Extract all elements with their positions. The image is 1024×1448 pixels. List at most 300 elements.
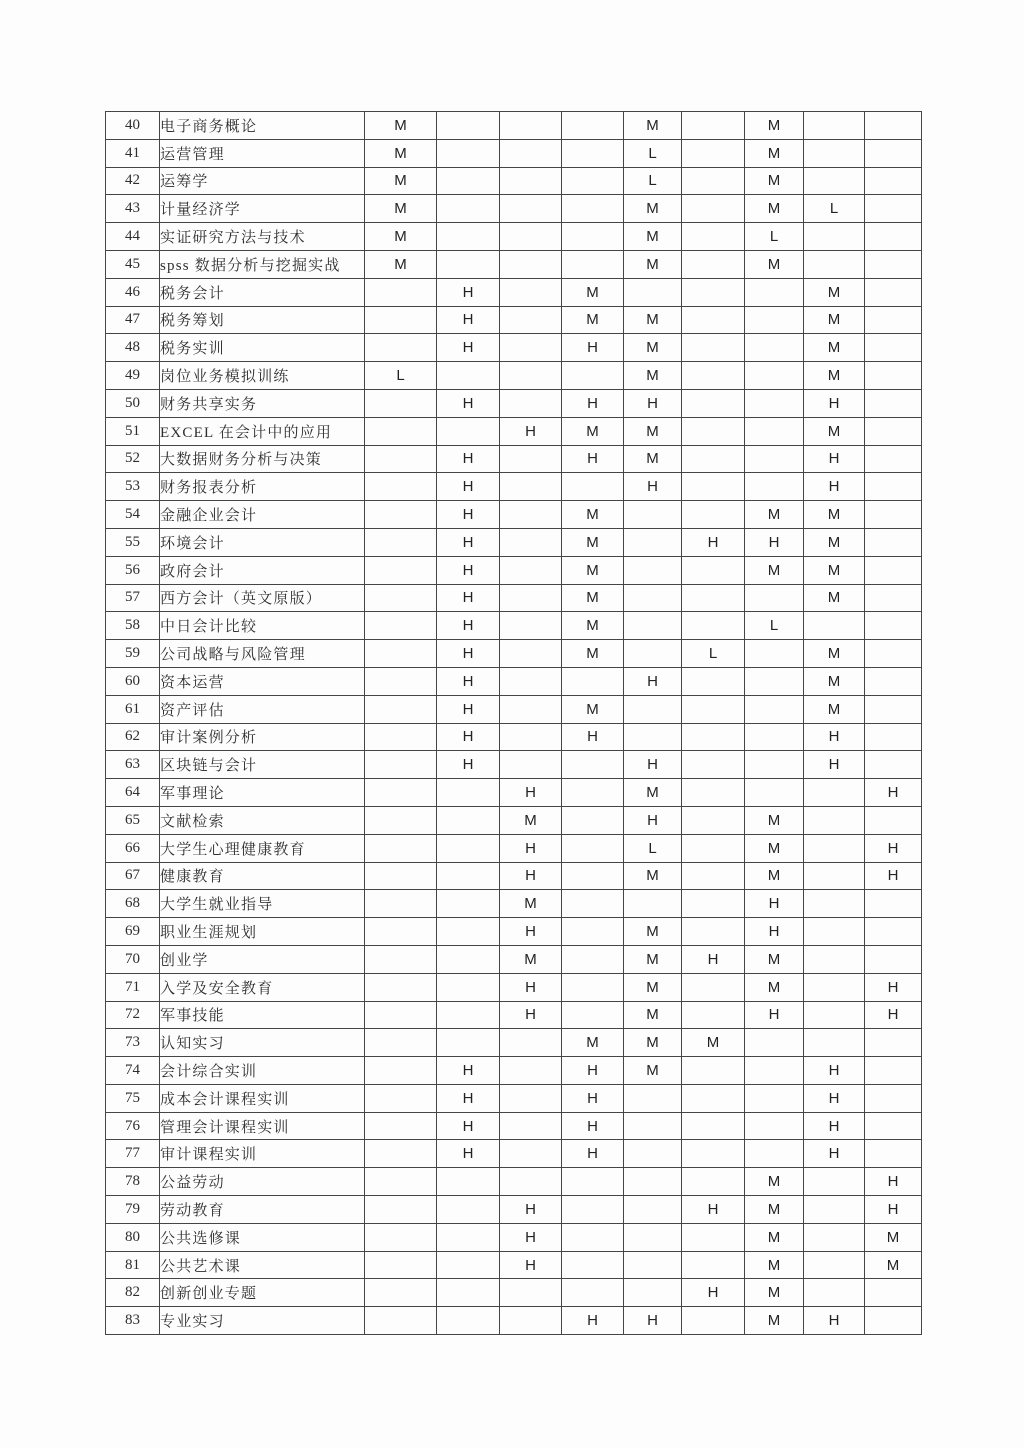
matrix-cell-c2 bbox=[437, 139, 500, 167]
matrix-cell-c2 bbox=[437, 195, 500, 223]
matrix-cell-c8 bbox=[804, 112, 865, 140]
row-number: 48 bbox=[106, 334, 160, 362]
matrix-cell-c8 bbox=[804, 890, 865, 918]
matrix-cell-c4 bbox=[562, 223, 624, 251]
matrix-cell-c3: H bbox=[500, 1251, 562, 1279]
course-name: 电子商务概论 bbox=[160, 112, 365, 140]
matrix-cell-c9 bbox=[865, 945, 922, 973]
table-row bbox=[106, 1057, 922, 1085]
matrix-cell-c9: H bbox=[865, 862, 922, 890]
matrix-cell-c2: H bbox=[437, 278, 500, 306]
matrix-cell-c9 bbox=[865, 1084, 922, 1112]
matrix-cell-c3: H bbox=[500, 1196, 562, 1224]
matrix-cell-c4 bbox=[562, 1168, 624, 1196]
row-number: 52 bbox=[106, 445, 160, 473]
matrix-cell-c5: H bbox=[624, 473, 682, 501]
matrix-cell-c7: H bbox=[745, 918, 804, 946]
matrix-cell-c5 bbox=[624, 890, 682, 918]
course-name: 职业生涯规划 bbox=[160, 918, 365, 946]
matrix-cell-c5 bbox=[624, 1196, 682, 1224]
matrix-cell-c2: H bbox=[437, 445, 500, 473]
matrix-cell-c4: M bbox=[562, 612, 624, 640]
matrix-cell-c2: H bbox=[437, 306, 500, 334]
matrix-cell-c8: H bbox=[804, 1307, 865, 1335]
table-row bbox=[106, 1279, 922, 1307]
matrix-cell-c5: M bbox=[624, 973, 682, 1001]
matrix-cell-c2 bbox=[437, 834, 500, 862]
matrix-cell-c6 bbox=[682, 751, 745, 779]
table-row bbox=[106, 417, 922, 445]
matrix-cell-c9: H bbox=[865, 1168, 922, 1196]
matrix-cell-c3: H bbox=[500, 973, 562, 1001]
matrix-cell-c4: H bbox=[562, 723, 624, 751]
matrix-cell-c3 bbox=[500, 362, 562, 390]
matrix-cell-c2 bbox=[437, 112, 500, 140]
matrix-cell-c7: M bbox=[745, 250, 804, 278]
matrix-cell-c1: M bbox=[365, 223, 437, 251]
table-row bbox=[106, 890, 922, 918]
matrix-cell-c1: M bbox=[365, 195, 437, 223]
table-row bbox=[106, 223, 922, 251]
matrix-cell-c4 bbox=[562, 918, 624, 946]
matrix-cell-c9: H bbox=[865, 1196, 922, 1224]
matrix-cell-c7: L bbox=[745, 223, 804, 251]
matrix-cell-c6 bbox=[682, 473, 745, 501]
matrix-cell-c4: M bbox=[562, 306, 624, 334]
matrix-cell-c6 bbox=[682, 584, 745, 612]
matrix-cell-c8: H bbox=[804, 389, 865, 417]
matrix-cell-c1 bbox=[365, 1112, 437, 1140]
matrix-cell-c3 bbox=[500, 278, 562, 306]
matrix-cell-c4 bbox=[562, 139, 624, 167]
matrix-cell-c1 bbox=[365, 1084, 437, 1112]
course-name: 文献检索 bbox=[160, 806, 365, 834]
matrix-cell-c6 bbox=[682, 973, 745, 1001]
matrix-cell-c6 bbox=[682, 695, 745, 723]
matrix-cell-c8: H bbox=[804, 751, 865, 779]
matrix-cell-c9 bbox=[865, 751, 922, 779]
matrix-cell-c9 bbox=[865, 640, 922, 668]
matrix-cell-c9 bbox=[865, 890, 922, 918]
matrix-cell-c7: M bbox=[745, 1223, 804, 1251]
course-name: 运筹学 bbox=[160, 167, 365, 195]
matrix-cell-c6: H bbox=[682, 1196, 745, 1224]
table-row bbox=[106, 834, 922, 862]
course-name: 岗位业务模拟训练 bbox=[160, 362, 365, 390]
matrix-cell-c9 bbox=[865, 918, 922, 946]
table-row bbox=[106, 1251, 922, 1279]
matrix-cell-c5 bbox=[624, 528, 682, 556]
table-row bbox=[106, 1168, 922, 1196]
matrix-cell-c1 bbox=[365, 640, 437, 668]
matrix-cell-c6 bbox=[682, 417, 745, 445]
matrix-cell-c7: M bbox=[745, 1196, 804, 1224]
course-name: 劳动教育 bbox=[160, 1196, 365, 1224]
course-name: 会计综合实训 bbox=[160, 1057, 365, 1085]
matrix-cell-c4: H bbox=[562, 389, 624, 417]
matrix-cell-c7: M bbox=[745, 1279, 804, 1307]
matrix-cell-c7 bbox=[745, 584, 804, 612]
matrix-cell-c6 bbox=[682, 1057, 745, 1085]
matrix-cell-c4 bbox=[562, 1223, 624, 1251]
matrix-cell-c9 bbox=[865, 501, 922, 529]
matrix-cell-c1: L bbox=[365, 362, 437, 390]
table-row bbox=[106, 139, 922, 167]
matrix-cell-c4: M bbox=[562, 695, 624, 723]
matrix-cell-c3 bbox=[500, 1057, 562, 1085]
matrix-cell-c3 bbox=[500, 1279, 562, 1307]
table-row bbox=[106, 1223, 922, 1251]
matrix-cell-c9 bbox=[865, 306, 922, 334]
matrix-cell-c4: M bbox=[562, 584, 624, 612]
matrix-cell-c7 bbox=[745, 1029, 804, 1057]
row-number: 55 bbox=[106, 528, 160, 556]
matrix-cell-c8 bbox=[804, 1029, 865, 1057]
matrix-cell-c8 bbox=[804, 834, 865, 862]
matrix-cell-c6 bbox=[682, 1251, 745, 1279]
table-row bbox=[106, 695, 922, 723]
matrix-cell-c7: M bbox=[745, 195, 804, 223]
course-name: 军事理论 bbox=[160, 779, 365, 807]
matrix-cell-c4: H bbox=[562, 1057, 624, 1085]
table-row bbox=[106, 389, 922, 417]
row-number: 83 bbox=[106, 1307, 160, 1335]
matrix-cell-c8 bbox=[804, 973, 865, 1001]
table-row bbox=[106, 640, 922, 668]
matrix-cell-c5 bbox=[624, 1112, 682, 1140]
table-row bbox=[106, 556, 922, 584]
table-row bbox=[106, 779, 922, 807]
matrix-cell-c7 bbox=[745, 278, 804, 306]
row-number: 49 bbox=[106, 362, 160, 390]
table-row bbox=[106, 973, 922, 1001]
course-name: 大数据财务分析与决策 bbox=[160, 445, 365, 473]
table-row bbox=[106, 584, 922, 612]
matrix-cell-c5 bbox=[624, 723, 682, 751]
matrix-cell-c2: H bbox=[437, 723, 500, 751]
matrix-cell-c9 bbox=[865, 1057, 922, 1085]
matrix-cell-c8: M bbox=[804, 584, 865, 612]
row-number: 45 bbox=[106, 250, 160, 278]
matrix-cell-c9 bbox=[865, 667, 922, 695]
matrix-cell-c8 bbox=[804, 1251, 865, 1279]
matrix-cell-c1 bbox=[365, 973, 437, 1001]
matrix-cell-c8: M bbox=[804, 667, 865, 695]
matrix-cell-c1 bbox=[365, 334, 437, 362]
matrix-cell-c5 bbox=[624, 640, 682, 668]
matrix-cell-c4 bbox=[562, 195, 624, 223]
row-number: 77 bbox=[106, 1140, 160, 1168]
matrix-cell-c3 bbox=[500, 473, 562, 501]
matrix-cell-c5: H bbox=[624, 806, 682, 834]
matrix-cell-c2 bbox=[437, 1279, 500, 1307]
table-row bbox=[106, 806, 922, 834]
matrix-cell-c8 bbox=[804, 139, 865, 167]
matrix-cell-c2: H bbox=[437, 584, 500, 612]
course-name: 财务报表分析 bbox=[160, 473, 365, 501]
matrix-cell-c6: L bbox=[682, 640, 745, 668]
matrix-cell-c3 bbox=[500, 250, 562, 278]
matrix-cell-c2 bbox=[437, 973, 500, 1001]
matrix-cell-c1 bbox=[365, 1168, 437, 1196]
matrix-cell-c2 bbox=[437, 362, 500, 390]
table-row bbox=[106, 306, 922, 334]
row-number: 79 bbox=[106, 1196, 160, 1224]
course-name: 资本运营 bbox=[160, 667, 365, 695]
matrix-cell-c3 bbox=[500, 723, 562, 751]
matrix-cell-c1 bbox=[365, 1279, 437, 1307]
table-row bbox=[106, 1140, 922, 1168]
course-name: 公司战略与风险管理 bbox=[160, 640, 365, 668]
matrix-cell-c1 bbox=[365, 473, 437, 501]
row-number: 73 bbox=[106, 1029, 160, 1057]
matrix-cell-c3: H bbox=[500, 1001, 562, 1029]
row-number: 66 bbox=[106, 834, 160, 862]
matrix-cell-c9 bbox=[865, 528, 922, 556]
matrix-cell-c1 bbox=[365, 1029, 437, 1057]
matrix-cell-c5: M bbox=[624, 918, 682, 946]
matrix-cell-c6 bbox=[682, 667, 745, 695]
matrix-cell-c4: H bbox=[562, 1307, 624, 1335]
row-number: 75 bbox=[106, 1084, 160, 1112]
matrix-cell-c9 bbox=[865, 723, 922, 751]
matrix-cell-c7: M bbox=[745, 945, 804, 973]
course-name: 西方会计（英文原版） bbox=[160, 584, 365, 612]
matrix-cell-c6 bbox=[682, 918, 745, 946]
matrix-cell-c6 bbox=[682, 1168, 745, 1196]
course-name: 环境会计 bbox=[160, 528, 365, 556]
matrix-cell-c2 bbox=[437, 1223, 500, 1251]
matrix-cell-c7: M bbox=[745, 167, 804, 195]
matrix-cell-c8: H bbox=[804, 1084, 865, 1112]
table-row bbox=[106, 751, 922, 779]
matrix-cell-c7 bbox=[745, 779, 804, 807]
matrix-cell-c8 bbox=[804, 918, 865, 946]
matrix-cell-c7: L bbox=[745, 612, 804, 640]
matrix-cell-c9 bbox=[865, 1112, 922, 1140]
matrix-cell-c1 bbox=[365, 667, 437, 695]
table-row bbox=[106, 1112, 922, 1140]
matrix-cell-c3 bbox=[500, 1168, 562, 1196]
matrix-cell-c4 bbox=[562, 167, 624, 195]
matrix-cell-c1 bbox=[365, 528, 437, 556]
matrix-cell-c8: M bbox=[804, 501, 865, 529]
matrix-cell-c2 bbox=[437, 417, 500, 445]
matrix-cell-c5: M bbox=[624, 250, 682, 278]
matrix-cell-c9 bbox=[865, 112, 922, 140]
matrix-cell-c9 bbox=[865, 278, 922, 306]
matrix-cell-c7 bbox=[745, 1084, 804, 1112]
matrix-cell-c2: H bbox=[437, 1140, 500, 1168]
table-row bbox=[106, 167, 922, 195]
matrix-cell-c9 bbox=[865, 389, 922, 417]
matrix-cell-c7: M bbox=[745, 1168, 804, 1196]
matrix-cell-c5 bbox=[624, 1084, 682, 1112]
matrix-cell-c7 bbox=[745, 362, 804, 390]
matrix-cell-c6 bbox=[682, 1084, 745, 1112]
row-number: 43 bbox=[106, 195, 160, 223]
matrix-cell-c6 bbox=[682, 612, 745, 640]
course-name: 入学及安全教育 bbox=[160, 973, 365, 1001]
matrix-cell-c7: M bbox=[745, 139, 804, 167]
matrix-cell-c6 bbox=[682, 890, 745, 918]
course-name: 中日会计比较 bbox=[160, 612, 365, 640]
matrix-cell-c2 bbox=[437, 1168, 500, 1196]
row-number: 44 bbox=[106, 223, 160, 251]
course-name: 计量经济学 bbox=[160, 195, 365, 223]
matrix-cell-c3 bbox=[500, 584, 562, 612]
matrix-cell-c7 bbox=[745, 334, 804, 362]
matrix-cell-c8 bbox=[804, 862, 865, 890]
matrix-cell-c1 bbox=[365, 1223, 437, 1251]
matrix-cell-c1 bbox=[365, 278, 437, 306]
matrix-cell-c5 bbox=[624, 1251, 682, 1279]
matrix-cell-c9: H bbox=[865, 1001, 922, 1029]
table-row bbox=[106, 250, 922, 278]
matrix-cell-c5: M bbox=[624, 1001, 682, 1029]
matrix-cell-c5 bbox=[624, 1279, 682, 1307]
matrix-cell-c4: H bbox=[562, 334, 624, 362]
matrix-cell-c6: M bbox=[682, 1029, 745, 1057]
matrix-cell-c1 bbox=[365, 806, 437, 834]
matrix-cell-c5: L bbox=[624, 834, 682, 862]
matrix-cell-c6 bbox=[682, 445, 745, 473]
matrix-cell-c4: M bbox=[562, 417, 624, 445]
table-row bbox=[106, 278, 922, 306]
matrix-cell-c5: M bbox=[624, 945, 682, 973]
course-name: 公益劳动 bbox=[160, 1168, 365, 1196]
matrix-cell-c3 bbox=[500, 612, 562, 640]
matrix-cell-c8 bbox=[804, 945, 865, 973]
matrix-cell-c1 bbox=[365, 1196, 437, 1224]
matrix-cell-c6 bbox=[682, 779, 745, 807]
matrix-cell-c1 bbox=[365, 612, 437, 640]
matrix-cell-c9 bbox=[865, 612, 922, 640]
matrix-cell-c5 bbox=[624, 695, 682, 723]
matrix-cell-c5: H bbox=[624, 389, 682, 417]
matrix-cell-c5: M bbox=[624, 306, 682, 334]
row-number: 64 bbox=[106, 779, 160, 807]
matrix-cell-c7: M bbox=[745, 973, 804, 1001]
table-row bbox=[106, 612, 922, 640]
table-row bbox=[106, 112, 922, 140]
matrix-cell-c9 bbox=[865, 417, 922, 445]
matrix-cell-c4: M bbox=[562, 556, 624, 584]
matrix-cell-c3: H bbox=[500, 862, 562, 890]
matrix-cell-c1 bbox=[365, 723, 437, 751]
matrix-cell-c1: M bbox=[365, 250, 437, 278]
matrix-cell-c2 bbox=[437, 779, 500, 807]
matrix-cell-c2: H bbox=[437, 334, 500, 362]
matrix-cell-c8: M bbox=[804, 278, 865, 306]
matrix-cell-c4: M bbox=[562, 640, 624, 668]
matrix-cell-c8: M bbox=[804, 417, 865, 445]
matrix-cell-c9 bbox=[865, 362, 922, 390]
matrix-cell-c4: H bbox=[562, 1112, 624, 1140]
matrix-cell-c8: M bbox=[804, 556, 865, 584]
matrix-cell-c4 bbox=[562, 862, 624, 890]
matrix-cell-c2 bbox=[437, 250, 500, 278]
matrix-cell-c3 bbox=[500, 112, 562, 140]
row-number: 68 bbox=[106, 890, 160, 918]
matrix-cell-c3 bbox=[500, 667, 562, 695]
matrix-cell-c5: L bbox=[624, 139, 682, 167]
matrix-cell-c7 bbox=[745, 445, 804, 473]
row-number: 57 bbox=[106, 584, 160, 612]
row-number: 78 bbox=[106, 1168, 160, 1196]
matrix-cell-c2: H bbox=[437, 1084, 500, 1112]
matrix-cell-c5: M bbox=[624, 417, 682, 445]
matrix-cell-c3: H bbox=[500, 417, 562, 445]
matrix-cell-c3 bbox=[500, 334, 562, 362]
row-number: 74 bbox=[106, 1057, 160, 1085]
matrix-cell-c9 bbox=[865, 445, 922, 473]
matrix-cell-c3: M bbox=[500, 806, 562, 834]
matrix-cell-c4: M bbox=[562, 1029, 624, 1057]
matrix-cell-c3 bbox=[500, 306, 562, 334]
matrix-cell-c6 bbox=[682, 362, 745, 390]
course-name: 资产评估 bbox=[160, 695, 365, 723]
row-number: 65 bbox=[106, 806, 160, 834]
matrix-cell-c4: M bbox=[562, 501, 624, 529]
matrix-cell-c1 bbox=[365, 1251, 437, 1279]
row-number: 63 bbox=[106, 751, 160, 779]
matrix-cell-c6 bbox=[682, 1112, 745, 1140]
matrix-cell-c3 bbox=[500, 195, 562, 223]
matrix-cell-c5 bbox=[624, 1223, 682, 1251]
matrix-cell-c2 bbox=[437, 945, 500, 973]
matrix-cell-c6: H bbox=[682, 945, 745, 973]
matrix-cell-c3 bbox=[500, 223, 562, 251]
matrix-cell-c8: H bbox=[804, 1140, 865, 1168]
matrix-cell-c5: L bbox=[624, 167, 682, 195]
row-number: 81 bbox=[106, 1251, 160, 1279]
table-row bbox=[106, 862, 922, 890]
row-number: 61 bbox=[106, 695, 160, 723]
course-matrix-body bbox=[106, 112, 922, 1335]
course-name: 创业学 bbox=[160, 945, 365, 973]
table-row bbox=[106, 918, 922, 946]
matrix-cell-c2: H bbox=[437, 528, 500, 556]
matrix-cell-c5: M bbox=[624, 862, 682, 890]
matrix-cell-c8 bbox=[804, 806, 865, 834]
row-number: 70 bbox=[106, 945, 160, 973]
matrix-cell-c8: M bbox=[804, 695, 865, 723]
matrix-cell-c1 bbox=[365, 389, 437, 417]
table-row bbox=[106, 723, 922, 751]
matrix-cell-c1 bbox=[365, 945, 437, 973]
matrix-cell-c3 bbox=[500, 640, 562, 668]
matrix-cell-c6 bbox=[682, 278, 745, 306]
table-row bbox=[106, 945, 922, 973]
matrix-cell-c3 bbox=[500, 167, 562, 195]
matrix-cell-c7 bbox=[745, 667, 804, 695]
matrix-cell-c6 bbox=[682, 1307, 745, 1335]
row-number: 80 bbox=[106, 1223, 160, 1251]
matrix-cell-c2 bbox=[437, 223, 500, 251]
matrix-cell-c4: M bbox=[562, 278, 624, 306]
matrix-cell-c8: H bbox=[804, 445, 865, 473]
matrix-cell-c7: M bbox=[745, 1251, 804, 1279]
matrix-cell-c9 bbox=[865, 695, 922, 723]
matrix-cell-c8 bbox=[804, 1001, 865, 1029]
table-row bbox=[106, 1196, 922, 1224]
matrix-cell-c1 bbox=[365, 445, 437, 473]
matrix-cell-c9 bbox=[865, 556, 922, 584]
course-name: 成本会计课程实训 bbox=[160, 1084, 365, 1112]
course-requirement-matrix bbox=[105, 111, 922, 1335]
matrix-cell-c7: M bbox=[745, 112, 804, 140]
